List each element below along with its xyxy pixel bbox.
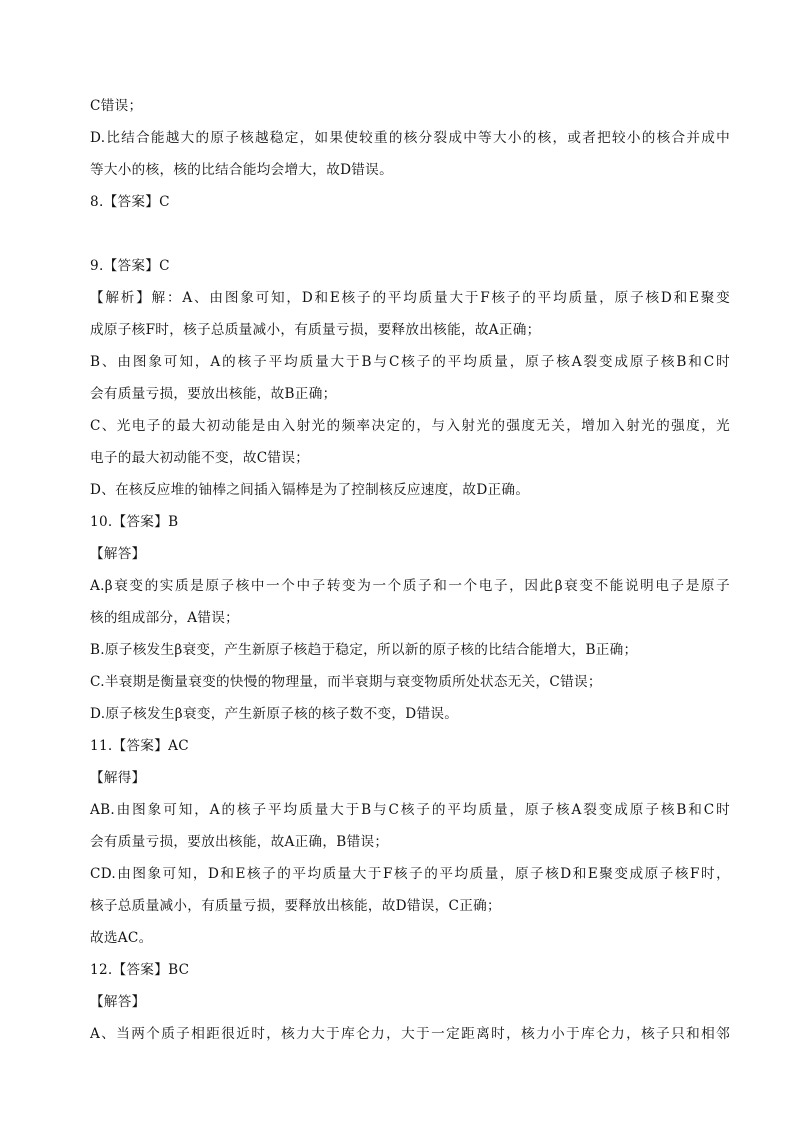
text-line: 核子总质量减小，有质量亏损，要释放出核能，故D错误，C正确； (90, 898, 501, 914)
text-line: 电子的最大初动能不变，故C错误； (90, 450, 310, 466)
section-heading: 【解答】 (90, 994, 146, 1010)
answer-9: 9.【答案】C (90, 258, 170, 274)
text-line: AB.由图象可知，A的核子平均质量大于B与C核子的平均质量，原子核A裂变成原子核B和C时 (90, 802, 730, 818)
text-line: 会有质量亏损，要放出核能，故A正确，B错误； (90, 834, 389, 850)
section-heading: 【解答】 (90, 546, 146, 562)
text-line: C错误； (90, 98, 143, 114)
text-line: B.原子核发生β衰变，产生新原子核趋于稳定，所以新的原子核的比结合能增大，B正确； (90, 642, 638, 658)
text-line: 等大小的核，核的比结合能均会增大，故D错误。 (90, 162, 393, 178)
text-line: A.β衰变的实质是原子核中一个中子转变为一个质子和一个电子，因此β衰变不能说明电子是原子 (90, 578, 730, 594)
text-line: D.原子核发生β衰变，产生新原子核的核子数不变，D错误。 (90, 706, 459, 722)
text-line: A、当两个质子相距很近时，核力大于库仑力，大于一定距离时，核力小于库仑力，核子只和相邻 (90, 1026, 730, 1042)
section-heading: 【解得】 (90, 770, 146, 786)
text-line: 核的组成部分，A错误； (90, 610, 240, 626)
text-line: B、由图象可知，A的核子平均质量大于B与C核子的平均质量，原子核A裂变成原子核B和C时 (90, 354, 730, 370)
answer-8: 8.【答案】C (90, 194, 170, 210)
text-line: D.比结合能越大的原子核越稳定，如果使较重的核分裂成中等大小的核，或者把较小的核合并成中 (90, 130, 730, 146)
text-line: D、在核反应堆的铀棒之间插入镉棒是为了控制核反应速度，故D正确。 (90, 482, 530, 498)
text-line: 成原子核F时，核子总质量减小，有质量亏损，要释放出核能，故A正确； (90, 322, 541, 338)
text-line: C.半衰期是衡量衰变的快慢的物理量，而半衰期与衰变物质所处状态无关，C错误； (90, 674, 602, 690)
answer-10: 10.【答案】B (90, 514, 179, 530)
text-line: 会有质量亏损，要放出核能，故B正确； (90, 386, 337, 402)
answer-12: 12.【答案】BC (90, 962, 190, 978)
answer-11: 11.【答案】AC (90, 738, 189, 754)
text-line: 故选AC。 (90, 930, 153, 946)
text-line: CD.由图象可知，D和E核子的平均质量大于F核子的平均质量，原子核D和E聚变成原子核F时， (90, 866, 730, 882)
text-line: 【解析】解：A、由图象可知，D和E核子的平均质量大于F核子的平均质量，原子核D和E聚变 (90, 290, 730, 306)
text-line: C、光电子的最大初动能是由入射光的频率决定的，与入射光的强度无关，增加入射光的强度，光 (90, 418, 730, 434)
